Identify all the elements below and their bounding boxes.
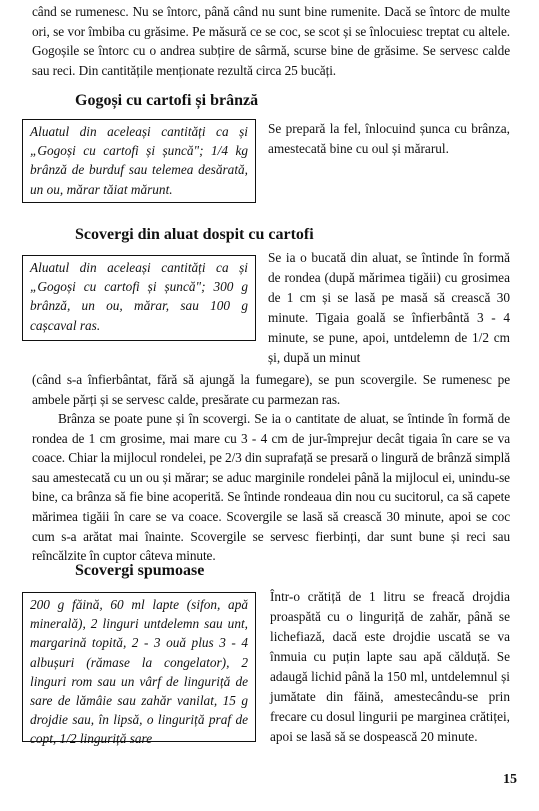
- method-scovergi-continued: (când s-a înfierbântat, fără să ajungă la fumegare), se pun scovergile. Se rumenesc pe ambele părți și se servesc calde, presărate cu parmezan ras.: [32, 372, 510, 407]
- ingredients-text: Aluatul din aceleași cantități ca și „Gogoși cu cartofi și șuncă"; 1/4 kg brânză de burduf sau telemea desărată, un ou, mărar tăiat mărunt.: [30, 124, 248, 197]
- ingredients-text: Aluatul din aceleași cantități ca și „Gogoși cu cartofi și șuncă"; 300 g brânză, un ou, mărar, sau 100 g cașcaval ras.: [30, 260, 248, 333]
- method-scovergi-spumoase: Într-o crătiță de 1 litru se freacă drojdia proaspătă cu o linguriță de zahăr, până se lichefiază, dacă este drojdie uscată se va înmuia cu puțin lapte sau apă călduță. Se adaugă lichid până la 150 ml, untdelemnul și jumătate din făină, amestecându-se prin frecare cu dosul lingurii pe marginea crătiței, apoi se lasă să se dospească 20 minute.: [270, 589, 510, 744]
- page-number: 15: [503, 772, 517, 787]
- recipe-title-gogosi-branza: Gogoși cu cartofi și brânză: [75, 92, 259, 109]
- recipe-title-scovergi-cartofi: Scovergi din aluat dospit cu cartofi: [75, 226, 314, 243]
- ingredients-box-scovergi-cartofi: [22, 255, 256, 341]
- ingredients-box-scovergi-spumoase: [22, 592, 256, 747]
- recipe-title-scovergi-spumoase: Scovergi spumoase: [75, 562, 205, 579]
- ingredients-box-gogosi-branza: [22, 119, 256, 203]
- method-scovergi-side: Se ia o bucată din aluat, se întinde în formă de rondea (după mărimea tigăii) cu grosimea de 1 cm și se lasă pe masă să crească 30 minute. Tigaia goală se înfierbântă 3 - 4 minute, se pune, apoi, untdelemn de 1/2 cm și, după un minut: [268, 250, 510, 365]
- method-gogosi-branza: Se prepară la fel, înlocuind șunca cu brânza, amestecată bine cu oul și mărarul.: [268, 121, 510, 156]
- ingredients-text: 200 g făină, 60 ml lapte (sifon, apă minerală), 2 linguri untdelemn sau unt, margarină topită, 2 - 3 ouă plus 3 - 4 albușuri (rămase la congelator), 2 linguri rom sau un vârf de linguriță de sare de lămâie sau zahăr vanilat, 15 g drojdie sau, în lipsă, o linguriță praf de copt, 1/2 linguriță sare: [30, 597, 248, 747]
- intro-paragraph: când se rumenesc. Nu se întorc, până când nu sunt bine rumenite. Dacă se întorc de multe ori, se vor îmbiba cu grăsime. Pe măsură ce se coc, se scot și se înlocuiesc treptat cu altele. Gogoșile se întorc cu o andrea subțire de sârmă, scurse bine de grăsime. Se servesc calde sau reci. Din cantitățile menționate rezultă circa 25 bucăți.: [32, 4, 510, 78]
- variant-paragraph: Brânza se poate pune și în scovergi. Se ia o cantitate de aluat, se întinde în formă de rondea de 1 cm grosime, mai mare cu 3 - 4 cm de jur-împrejur decât tigaia în care se va coace. Chiar la mijlocul rondelei, pe 2/3 din suprafață se presară o lingură de brânză simplă sau amestecată cu un ou și mărar; se aduc marginile rondelei până la mijlocul ei, unindu-se bine, ca brânza să fie bine acoperită. Se întinde rondeaua din nou cu sucitorul, ca să capete mărimea tigăii în care se va coace. Scovergile se lasă să crească 30 minute, apoi se coc cum s-a arătat mai înainte. Scovergile se servesc fierbinți, dar sunt bune și reci sau reîncălzite în cuptor câteva minute.: [32, 411, 510, 564]
